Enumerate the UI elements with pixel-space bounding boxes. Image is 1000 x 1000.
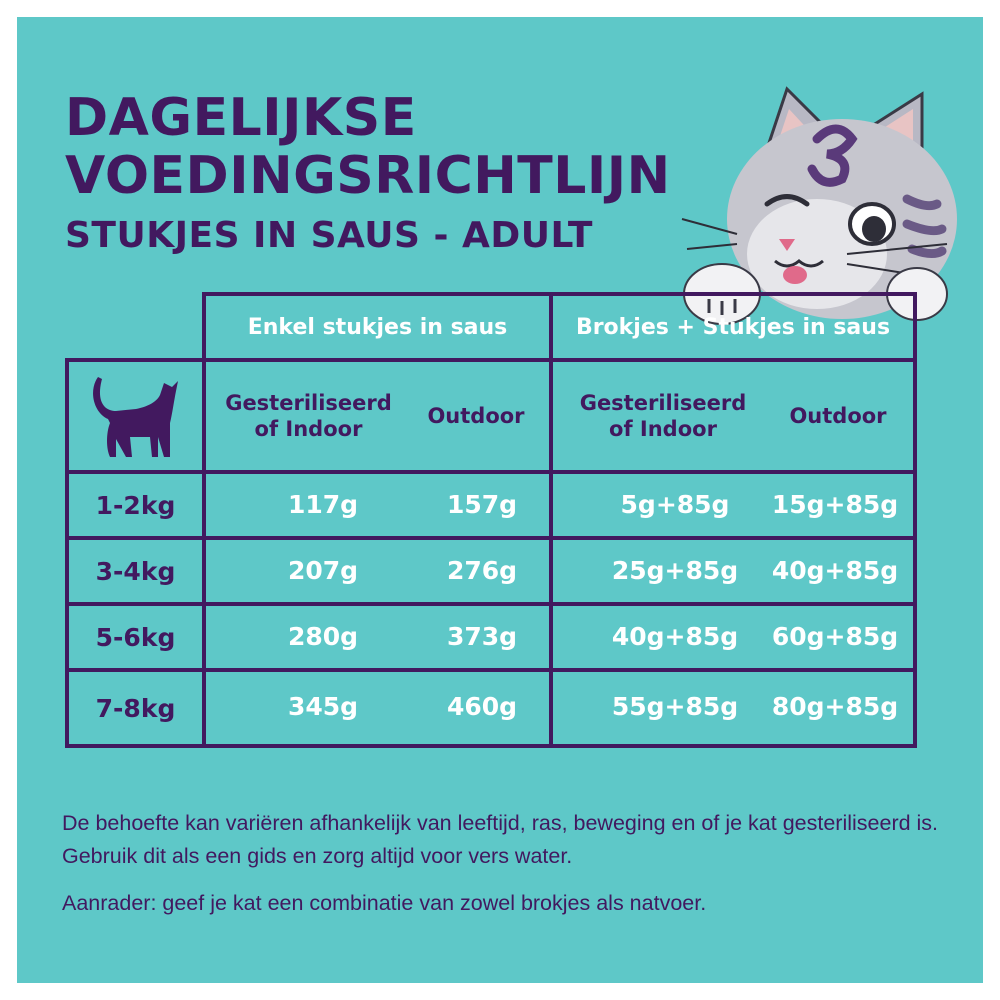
weight-label: 5-6kg [95, 622, 176, 652]
value-cell: 345g [287, 692, 359, 721]
weight-label: 7-8kg [95, 693, 176, 723]
value-cell: 25g+85g [611, 556, 739, 585]
value-cell: 207g [287, 556, 359, 585]
column-header [773, 403, 903, 429]
corner-cell [65, 358, 206, 474]
group-header-mixed [549, 292, 917, 362]
value-cell: 15g+85g [771, 490, 899, 519]
group-header-label: Brokjes + Stukjes in saus [575, 314, 891, 340]
weight-label: 3-4kg [95, 556, 176, 586]
column-header-line: of Indoor [254, 417, 363, 441]
group-header-label: Enkel stukjes in saus [247, 314, 508, 340]
page-subtitle: STUKJES IN SAUS - ADULT [65, 215, 593, 256]
value-cell: 117g [287, 490, 359, 519]
column-header [411, 403, 541, 429]
weight-cell [65, 668, 206, 748]
column-header [553, 390, 773, 442]
value-cell: 157g [446, 490, 518, 519]
value-cell: 280g [287, 622, 359, 651]
value-cell: 40g+85g [771, 556, 899, 585]
column-header-line: Gesteriliseerd [225, 391, 392, 415]
weight-label: 1-2kg [95, 490, 176, 520]
column-header-line: Outdoor [789, 404, 887, 428]
value-cell: 55g+85g [611, 692, 739, 721]
subheader-mixed [549, 358, 917, 474]
group-header-wet [202, 292, 553, 362]
value-cell: 40g+85g [611, 622, 739, 651]
title-line-2: VOEDINGSRICHTLIJN [65, 146, 671, 206]
footnote-text: De behoefte kan variëren afhankelijk van leeftijd, ras, beweging en of je kat gesteriliseerd is. Gebruik dit als een gids en zorg altijd voor vers water. [62, 811, 939, 868]
cat-silhouette-icon [86, 371, 186, 461]
tip-text: Aanrader: geef je kat een combinatie van zowel brokjes als natvoer. [62, 891, 707, 915]
value-cell: 5g+85g [620, 490, 730, 519]
column-header-line: Outdoor [427, 404, 525, 428]
column-header-line: of Indoor [609, 417, 717, 441]
value-cell: 276g [446, 556, 518, 585]
subheader-wet [202, 358, 553, 474]
value-cell: 80g+85g [771, 692, 899, 721]
weight-cell [65, 470, 206, 540]
column-header-line: Gesteriliseerd [579, 391, 747, 415]
title-line-1: DAGELIJKSE [65, 88, 417, 148]
guideline-card [17, 17, 983, 983]
value-cell: 460g [446, 692, 518, 721]
weight-cell [65, 536, 206, 606]
weight-cell [65, 602, 206, 672]
value-cell: 60g+85g [771, 622, 899, 651]
value-cell: 373g [446, 622, 518, 651]
column-header [206, 390, 411, 442]
